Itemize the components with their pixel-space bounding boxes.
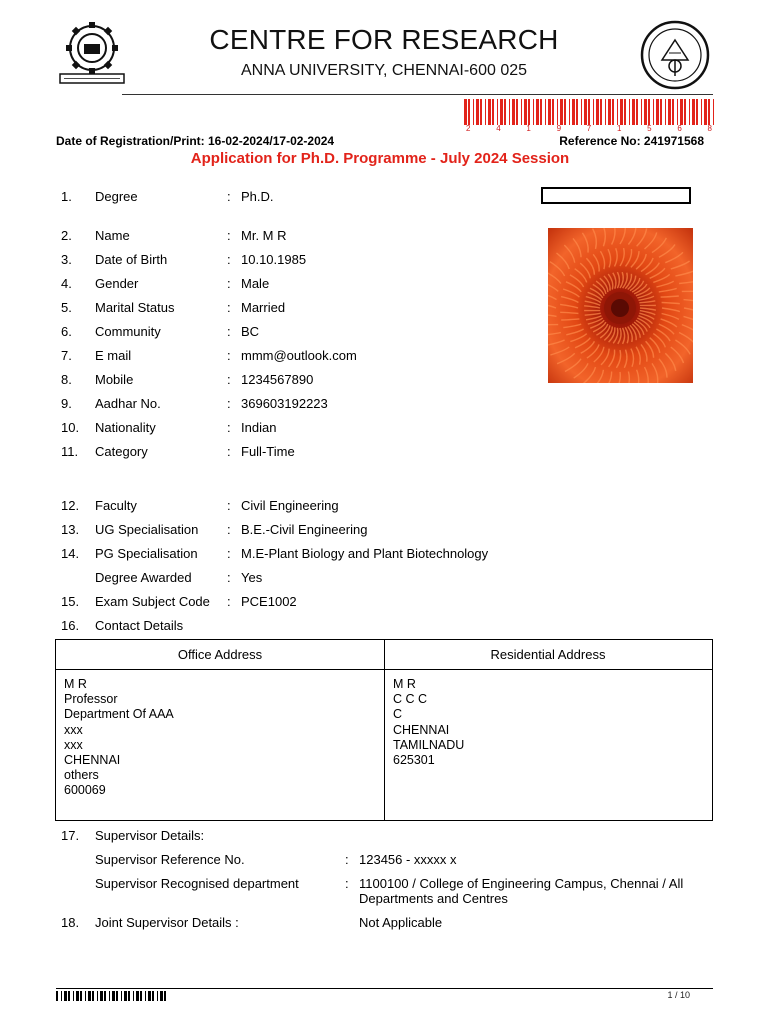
address-line: Professor [64, 692, 118, 707]
field-colon: : [227, 594, 231, 609]
page-number: 1 / 10 [667, 990, 690, 1000]
supervisor-dept-colon: : [345, 876, 349, 891]
barcode-digit: 1 [616, 124, 622, 133]
field-label: Marital Status [95, 300, 175, 315]
field-number: 12. [61, 498, 80, 513]
field-row [0, 276, 540, 294]
application-title: Application for Ph.D. Programme - July 2024 Session [190, 150, 570, 167]
field-number: 2. [61, 228, 72, 243]
field-row [0, 522, 540, 540]
field-label: Contact Details [95, 618, 184, 633]
field-colon: : [227, 372, 231, 387]
barcode-digit: 5 [647, 124, 652, 133]
joint-supervisor-value: Not Applicable [359, 915, 443, 930]
field-label: Exam Subject Code [95, 594, 210, 609]
table-divider [384, 640, 385, 820]
field-row [0, 498, 540, 516]
field-colon: : [227, 546, 231, 561]
address-line: TAMILNADU [393, 737, 465, 752]
address-line: C C C [393, 692, 428, 707]
field-row [0, 396, 540, 414]
field-number: 4. [61, 276, 72, 291]
barcode-digit: 6 [677, 124, 682, 133]
field-row [0, 348, 540, 366]
residential-address [393, 677, 464, 768]
signature-box [541, 187, 691, 204]
applicant-photo [548, 228, 693, 383]
address-line: M R [393, 677, 416, 691]
field-colon: : [227, 276, 231, 291]
seal-icon [640, 20, 710, 90]
field-label: Degree Awarded [95, 570, 192, 585]
barcode-digit: 4 [496, 124, 501, 133]
address-line: xxx [64, 722, 83, 737]
table-header-rule [56, 669, 712, 670]
field-number: 6. [61, 324, 72, 339]
field-number: 14. [61, 546, 80, 561]
barcode-digits [464, 124, 714, 134]
supervisor-ref-value: 123456 - xxxxx x [359, 852, 457, 867]
field-label: Community [95, 324, 161, 339]
field-number: 7. [61, 348, 72, 363]
field-row [0, 570, 540, 588]
field-value: M.E-Plant Biology and Plant Biotechnology [241, 546, 489, 561]
field-row [0, 189, 540, 207]
field-number: 3. [61, 252, 72, 267]
field-colon: : [227, 252, 231, 267]
university-logo-icon [56, 20, 128, 86]
field-label: Name [95, 228, 130, 243]
supervisor-dept-value-line1: 1100100 / College of Engineering Campus, Chennai / All [359, 876, 684, 891]
address-line: Department Of AAA [64, 707, 174, 722]
field-value: BC [241, 324, 260, 339]
field-row [0, 618, 540, 636]
address-line: xxx [64, 737, 83, 752]
field-value: Ph.D. [241, 189, 274, 204]
barcode-digit: 7 [586, 124, 592, 133]
field-value: Yes [241, 570, 263, 585]
supervisor-heading: Supervisor Details: [95, 828, 205, 843]
field-value: Married [241, 300, 286, 315]
field-number: 9. [61, 396, 72, 411]
field-colon: : [227, 498, 231, 513]
office-address-heading: Office Address [177, 647, 263, 662]
field-row [0, 252, 540, 270]
field-value: Full-Time [241, 444, 295, 459]
field-number: 11. [61, 444, 79, 459]
field-colon: : [227, 348, 231, 363]
field-row [0, 300, 540, 318]
page-title: CENTRE FOR RESEARCH [209, 24, 559, 55]
field-value: Civil Engineering [241, 498, 339, 513]
supervisor-number: 17. [61, 828, 80, 843]
field-value: B.E.-Civil Engineering [241, 522, 368, 537]
field-label: Mobile [95, 372, 134, 387]
footer-divider [56, 988, 713, 989]
reference-number: Reference No: 241971568 [559, 134, 704, 148]
field-value: 10.10.1985 [241, 252, 307, 267]
field-label: PG Specialisation [95, 546, 198, 561]
field-row [0, 444, 540, 462]
field-value: 369603192223 [241, 396, 328, 411]
joint-supervisor-number: 18. [61, 915, 80, 930]
field-value: Indian [241, 420, 277, 435]
field-colon: : [227, 420, 231, 435]
supervisor-dept-value-line2: Departments and Centres [359, 891, 508, 906]
joint-supervisor-label: Joint Supervisor Details : [95, 915, 239, 930]
university-address: ANNA UNIVERSITY, CHENNAI-600 025 [240, 62, 528, 79]
registration-date: Date of Registration/Print: 16-02-2024/17-02-2024 [56, 134, 335, 148]
field-colon: : [227, 396, 231, 411]
field-label: UG Specialisation [95, 522, 199, 537]
office-address [64, 677, 174, 799]
barcode-digit: 1 [526, 124, 531, 133]
field-value: PCE1002 [241, 594, 297, 609]
field-number: 16. [61, 618, 80, 633]
field-label: Date of Birth [95, 252, 168, 267]
field-label: Nationality [95, 420, 156, 435]
field-row [0, 546, 540, 564]
field-row [0, 372, 540, 390]
field-value: Male [241, 276, 270, 291]
field-label: Category [95, 444, 148, 459]
address-line: CHENNAI [64, 753, 121, 768]
field-label: E mail [95, 348, 132, 363]
barcode-digit: 9 [556, 124, 562, 133]
field-value: Mr. M R [241, 228, 287, 243]
field-colon: : [227, 324, 231, 339]
footer-barcode-icon [56, 991, 168, 1001]
field-number: 13. [61, 522, 80, 537]
field-colon: : [227, 522, 231, 537]
address-line: 625301 [393, 753, 435, 768]
field-label: Aadhar No. [95, 396, 161, 411]
field-label: Faculty [95, 498, 137, 513]
field-number: 1. [61, 189, 72, 204]
field-number: 5. [61, 300, 72, 315]
address-line: C [393, 707, 403, 722]
address-line: 600069 [64, 783, 106, 798]
address-line: M R [64, 677, 87, 691]
supervisor-dept-label: Supervisor Recognised department [95, 876, 299, 891]
field-label: Gender [95, 276, 139, 291]
field-colon: : [227, 228, 231, 243]
address-line: CHENNAI [393, 722, 450, 737]
field-colon: : [227, 570, 231, 585]
field-colon: : [227, 189, 231, 204]
residential-address-heading: Residential Address [490, 647, 606, 662]
field-number: 15. [61, 594, 80, 609]
barcode-icon [464, 99, 714, 125]
field-row [0, 228, 540, 246]
supervisor-ref-label: Supervisor Reference No. [95, 852, 245, 867]
field-value: mmm@outlook.com [241, 348, 357, 363]
contact-address-table [55, 639, 713, 821]
field-number: 8. [61, 372, 72, 387]
field-colon: : [227, 444, 231, 459]
field-row [0, 420, 540, 438]
field-label: Degree [95, 189, 138, 204]
barcode-digit: 2 [466, 124, 471, 133]
field-number: 10. [61, 420, 80, 435]
field-row [0, 594, 540, 612]
field-row [0, 324, 540, 342]
address-line: others [64, 768, 99, 783]
header-divider [122, 94, 713, 95]
supervisor-ref-colon: : [345, 852, 349, 867]
field-colon: : [227, 300, 231, 315]
barcode-digit: 8 [707, 124, 712, 133]
field-value: 1234567890 [241, 372, 314, 387]
